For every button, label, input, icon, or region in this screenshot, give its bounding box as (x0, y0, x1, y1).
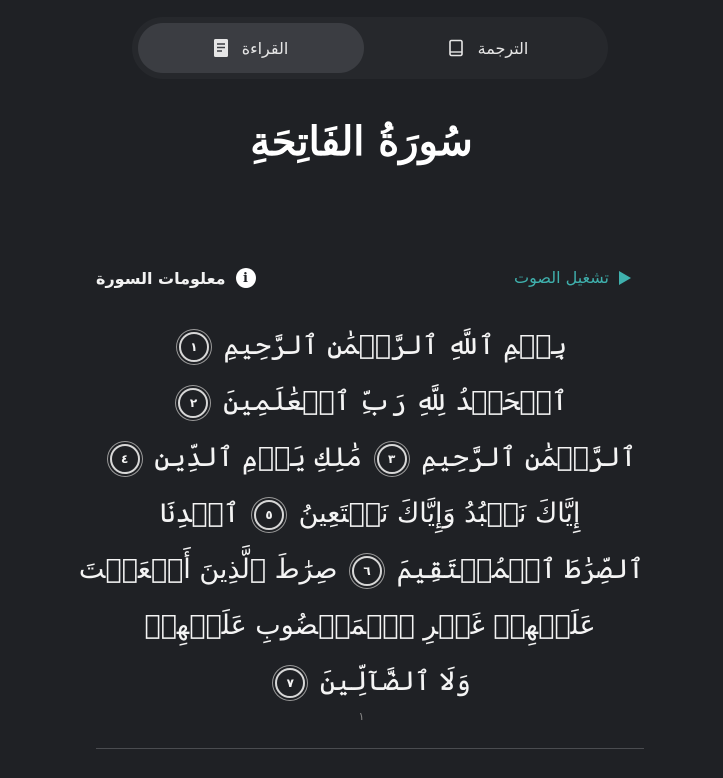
ayah-number-marker[interactable]: ٣ (377, 444, 407, 474)
ayah-number-marker[interactable]: ٦ (352, 556, 382, 586)
verse-line (96, 654, 644, 710)
surah-info-label: معلومات السورة (96, 268, 226, 288)
play-icon (619, 271, 631, 285)
ayah-number-marker[interactable]: ٥ (254, 500, 284, 530)
verse-text[interactable]: صِرَٰطَ ٱلَّذِينَ أَنۡعَمۡتَ (78, 554, 338, 585)
verse-text[interactable]: ٱهۡدِنَا (159, 498, 240, 529)
verse-text[interactable]: بِسۡمِ ٱللَّهِ ٱلرَّحۡمَٰنِ ٱلرَّحِيمِ (223, 330, 568, 361)
verse-text[interactable]: مَٰلِكِ يَوۡمِ ٱلدِّينِ (154, 442, 363, 473)
page-number: ١ (358, 710, 365, 723)
ayah-number-marker[interactable]: ١ (179, 332, 209, 362)
verses-block (78, 318, 644, 710)
verse-text[interactable]: إِيَّاكَ نَعۡبُدُ وَإِيَّاكَ نَسۡتَعِينُ (298, 498, 581, 529)
surah-title: سُورَةُ الفَاتِحَةِ (250, 118, 473, 165)
verse-line (96, 318, 644, 374)
verse-line (96, 430, 644, 486)
tab-reading-label: القراءة (241, 38, 289, 58)
verse-text[interactable]: ٱلرَّحۡمَٰنِ ٱلرَّحِيمِ (421, 442, 637, 473)
document-icon (214, 39, 228, 57)
play-audio-label: تشغيل الصوت (514, 268, 609, 287)
ayah-number-marker[interactable]: ٤ (110, 444, 140, 474)
book-icon (448, 39, 464, 57)
verse-line (96, 486, 644, 542)
tab-translation[interactable] (375, 23, 601, 73)
verse-line (96, 374, 644, 430)
verse-text[interactable]: عَلَيۡهِمۡ غَيۡرِ ٱلۡمَغۡضُوبِ عَلَيۡهِمۡ (144, 610, 596, 641)
surah-info-button[interactable] (96, 268, 256, 288)
verse-line (78, 542, 644, 598)
tab-reading[interactable] (138, 23, 364, 73)
ayah-number-marker[interactable]: ٧ (275, 668, 305, 698)
play-audio-button[interactable] (514, 268, 631, 287)
tab-translation-label: الترجمة (477, 38, 529, 58)
mode-switcher (132, 17, 608, 79)
verse-line (96, 598, 644, 654)
verse-text[interactable]: ٱلۡحَمۡدُ لِلَّهِ رَبِّ ٱلۡعَٰلَمِينَ (223, 386, 568, 417)
verse-text[interactable]: وَلَا ٱلضَّآلِّينَ (319, 666, 471, 697)
info-icon: i (236, 268, 256, 288)
page-divider (96, 748, 644, 749)
ayah-number-marker[interactable]: ٢ (178, 388, 208, 418)
verse-text[interactable]: ٱلصِّرَٰطَ ٱلۡمُسۡتَقِيمَ (396, 554, 644, 585)
